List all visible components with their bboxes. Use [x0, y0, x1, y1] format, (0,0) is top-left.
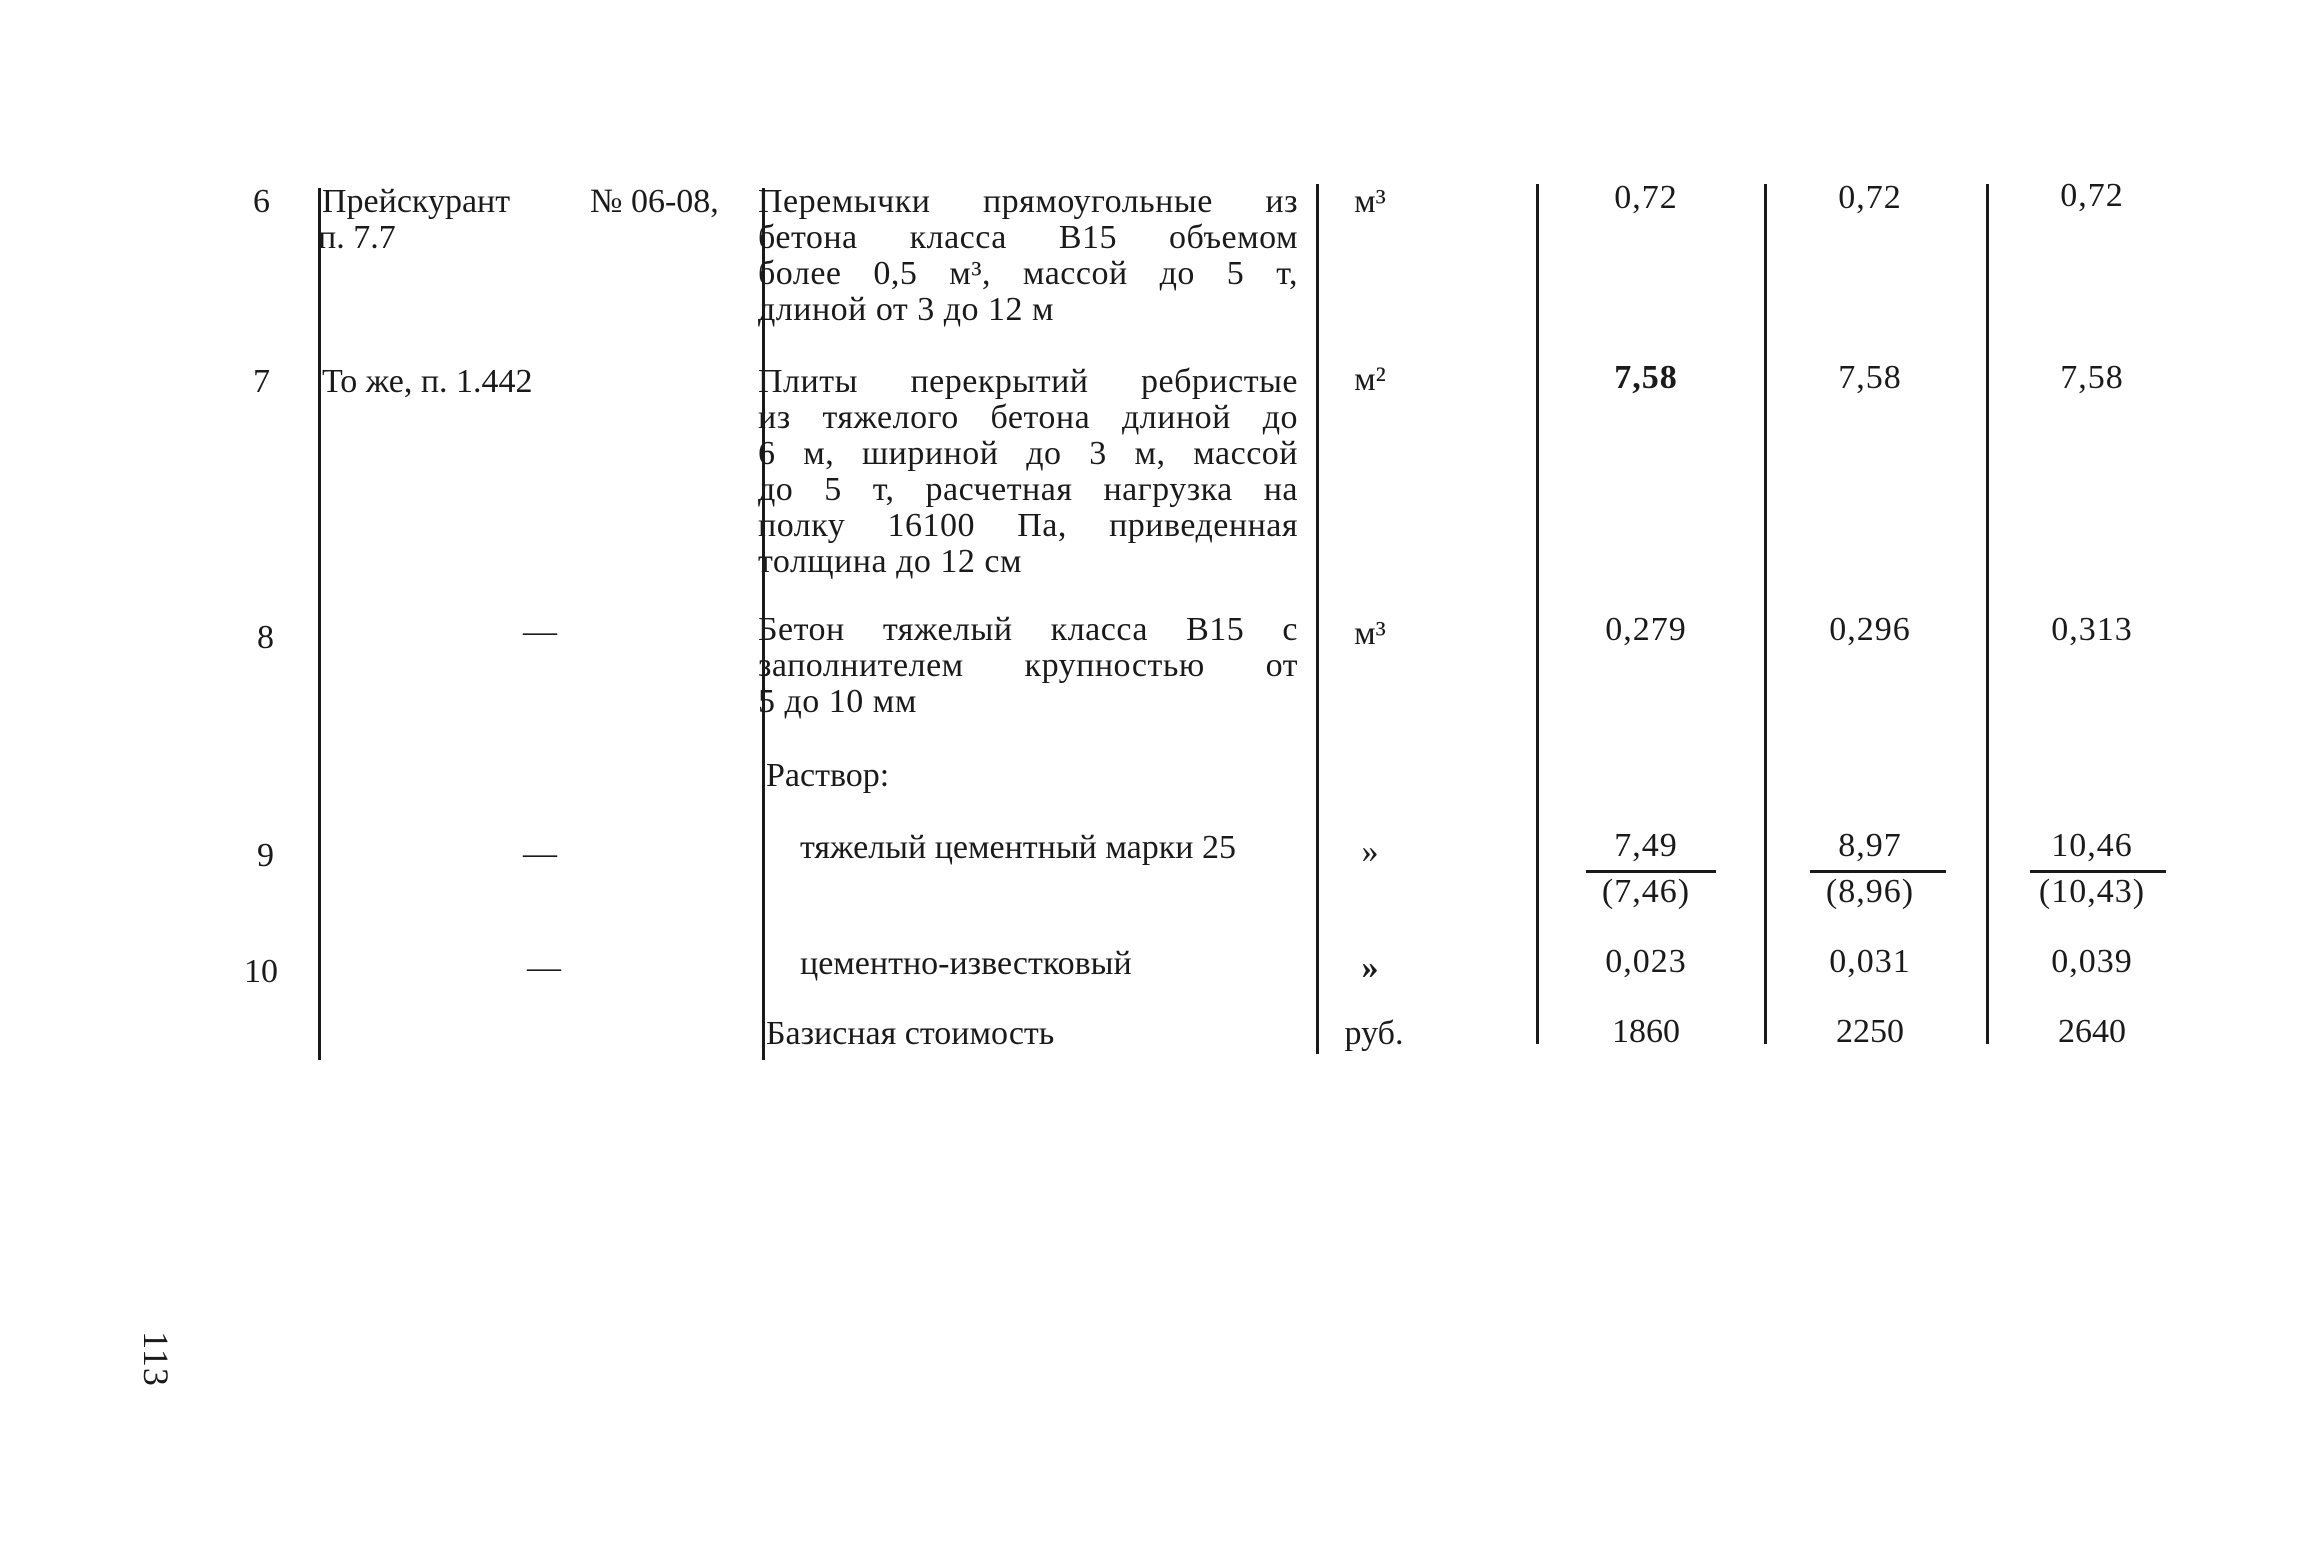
value-cell: 7,58 [1838, 359, 1902, 396]
value-cell: 0,313 [2051, 611, 2133, 648]
value-cell: 0,031 [1829, 943, 1911, 980]
description-line: Перемычки прямоугольные из [758, 183, 1298, 220]
source-text: п. 7.7 [318, 219, 396, 256]
unit: м³ [1354, 615, 1386, 652]
value-cell: 2250 [1836, 1013, 1904, 1050]
value-cell: 0,023 [1605, 943, 1687, 980]
description-line: более 0,5 м³, массой до 5 т, [758, 255, 1298, 292]
description-line: из тяжелого бетона длиной до [758, 399, 1298, 436]
column-rule-value2 [1764, 184, 1767, 1044]
unit: руб. [1344, 1015, 1404, 1052]
item-description [758, 184, 1298, 328]
unit: » [1361, 833, 1379, 870]
value-cell-sub: (7,46) [1601, 873, 1691, 910]
row-number: 6 [253, 183, 270, 220]
column-rule-value1 [1536, 184, 1539, 1044]
description-line: 5 до 10 мм [758, 683, 917, 720]
row-number: 8 [257, 619, 274, 656]
value-cell: 0,039 [2051, 943, 2133, 980]
description-line: заполнителем крупностью от [758, 647, 1298, 684]
value-cell: 0,279 [1605, 611, 1687, 648]
value-cell: 7,58 [1614, 359, 1678, 396]
description-line: до 5 т, расчетная нагрузка на [758, 471, 1298, 508]
source-text: № 06-08, [590, 183, 719, 220]
base-cost-label: Базисная стоимость [766, 1015, 1055, 1052]
value-cell-sub: (8,96) [1825, 873, 1915, 910]
description-line: Бетон тяжелый класса В15 с [758, 611, 1298, 648]
item-description: цементно-известковый [800, 945, 1132, 982]
value-cell: 0,72 [2060, 177, 2124, 214]
unit: » [1361, 949, 1379, 986]
source-dash: — [527, 949, 561, 986]
source-dash: — [523, 613, 557, 650]
description-line: 6 м, шириной до 3 м, массой [758, 435, 1298, 472]
column-rule-source [318, 188, 321, 1060]
value-cell-sub: (10,43) [2038, 873, 2146, 910]
row-number: 9 [257, 837, 274, 874]
value-cell: 0,296 [1829, 611, 1911, 648]
source-text: То же, п. 1.442 [322, 363, 533, 400]
row-number: 10 [244, 953, 278, 990]
value-cell: 2640 [2058, 1013, 2126, 1050]
value-cell: 1860 [1612, 1013, 1680, 1050]
source-text: Прейскурант [322, 183, 511, 220]
source-dash: — [523, 835, 557, 872]
description-line: длиной от 3 до 12 м [758, 291, 1055, 328]
unit: м³ [1354, 183, 1386, 220]
value-cell: 10,46 [2051, 827, 2133, 864]
value-cell: 7,58 [2060, 359, 2124, 396]
column-rule-unit [1316, 184, 1319, 1054]
section-heading: Раствор: [766, 757, 890, 794]
item-description [758, 612, 1298, 720]
value-cell: 0,72 [1614, 179, 1678, 216]
value-cell: 7,49 [1614, 827, 1678, 864]
value-cell: 0,72 [1838, 179, 1902, 216]
description-line: толщина до 12 см [758, 543, 1022, 580]
description-line: бетона класса В15 объемом [758, 219, 1298, 256]
description-line: полку 16100 Па, приведенная [758, 507, 1298, 544]
description-line: Плиты перекрытий ребристые [758, 363, 1298, 400]
row-number: 7 [253, 363, 270, 400]
column-rule-value3 [1986, 184, 1989, 1044]
item-description [758, 364, 1298, 580]
value-cell: 8,97 [1838, 827, 1902, 864]
page-number: 113 [135, 1331, 176, 1387]
unit: м² [1354, 361, 1386, 398]
item-description: тяжелый цементный марки 25 [800, 829, 1236, 866]
